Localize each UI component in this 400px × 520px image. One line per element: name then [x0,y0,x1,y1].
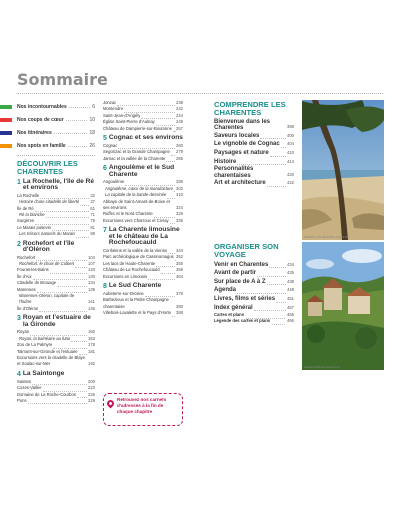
dot-leader [30,335,87,336]
dot-leader [154,217,175,218]
toc-entry[interactable] [103,310,183,316]
entry-label: Surgères [17,218,34,224]
entry-label: Pons [17,398,27,403]
entry-label: Le Marais poitevin [17,224,51,230]
toc-entry[interactable] [103,274,183,280]
dot-leader [170,223,175,224]
toc-entry[interactable] [17,398,95,404]
page-number: 336 [176,217,183,223]
photo-pine-forest-beach [302,100,384,240]
entry-label: Château de La Rochefoucauld [103,267,160,273]
tab-color-marker [0,144,12,148]
page-number: 130 [88,273,95,279]
toc-entry[interactable] [214,149,294,158]
dot-leader [237,164,286,165]
entry-label: Montendre [103,106,124,112]
highlight-tabs [17,100,95,152]
section-title: La Saintonge [22,369,65,377]
page-number: 181 [88,348,95,354]
section-title: La Rochelle, l'île de Ré et environs [22,177,95,192]
beach-pine-illustration [302,100,384,240]
page-number: 120 [88,267,95,273]
dot-leader [267,284,286,285]
dot-leader [37,292,87,293]
page-number: 448 [287,287,294,293]
entry-label: Sur place de A à Z [214,278,266,285]
section-number: 5 [103,134,107,142]
page-number: 451 [287,295,294,301]
toc-entry[interactable] [214,269,294,278]
entry-label: Saint-Jean-d'Angély [103,112,141,118]
dot-leader [69,107,90,108]
page-number: 388 [176,310,183,316]
entry-label: Île d'Oléron [17,305,39,311]
entry-label: Saintes [17,378,31,384]
dot-leader [124,112,175,113]
toc-entry[interactable] [214,140,294,149]
toc-entry[interactable] [214,158,294,167]
column-divider [17,155,95,156]
entry-label: Excursions en Limousin [103,273,148,279]
entry-label: Royan [17,329,30,335]
page-number: 226 [88,391,95,397]
entry-label: Fouras-les-Bains [17,267,49,273]
highlight-tab[interactable] [17,139,95,152]
tab-color-marker [0,118,12,122]
page-number: 163 [88,335,95,341]
map-pin-icon [106,399,116,409]
dot-leader [167,198,175,199]
page-number: 398 [287,124,294,130]
dot-leader [281,147,286,148]
entry-label: Art et architecture [214,180,266,187]
section-heading[interactable] [17,241,95,254]
page-number: 257 [176,125,183,131]
entry-label: Rochefort, le choix de Colbert [19,261,75,267]
toc-column-understand [214,100,294,188]
dot-leader [141,118,175,119]
photo-credit: ADEMOS / DE MEURONS, Angela Mo [304,236,349,239]
page-number: 355 [176,260,183,266]
tab-color-marker [0,105,12,109]
toc-column-regions [103,100,183,317]
entry-label: Segonzac et la Grande Champagne [103,149,170,155]
section-title: Le Sud Charente [108,281,162,289]
toc-entry[interactable] [214,119,294,132]
page-number: 380 [176,303,183,309]
dot-leader [50,273,87,274]
entry-label: Talmont-sur-Gironde et l'estuaire [17,348,78,354]
section-number: 8 [103,282,107,290]
section-heading[interactable] [17,315,95,328]
dot-leader [257,276,286,277]
section-heading[interactable] [103,283,183,290]
dot-leader [53,348,87,349]
dot-leader [75,267,87,268]
chapter-heading-understand: COMPRENDRE LES CHARENTES [214,100,286,117]
toc-column-discover [17,100,95,404]
page-number: 310 [176,192,183,198]
page-number: 244 [176,112,183,118]
dot-leader [156,125,175,126]
page-number: 400 [287,132,294,138]
dot-leader [80,205,89,206]
toc-sections [103,135,183,317]
dot-leader [171,155,175,156]
page-number: 420 [287,171,294,177]
dot-leader [269,267,286,268]
toc-entry[interactable] [214,286,294,295]
toc-entry[interactable] [17,293,95,306]
page-number: 104 [88,254,95,260]
dot-leader [168,253,175,254]
section-number: 4 [17,370,21,378]
section-title: La Charente limousine et le château de La Rochefoucauld [108,226,180,247]
page-number: 434 [287,261,294,267]
section-title: Cognac et ses environs [108,133,183,141]
entry-label: Cartes et plans [214,312,245,318]
tab-label: Nos coups de cœur [17,116,64,123]
entry-label: Bienvenue dans les Charentes [214,118,271,132]
toc-entry[interactable] [214,132,294,141]
tab-label: Nos itinéraires [17,129,52,136]
page-number: 26 [89,142,95,149]
entry-label: Angoulême [103,179,125,185]
village-illustration [302,242,384,370]
dot-leader [166,161,175,162]
toc-entries [214,119,294,188]
entry-label: Venir en Charentes [214,261,269,268]
entry-label: Château de Dampierre-sur-Boutonne [103,125,172,131]
page-number: 238 [176,99,183,105]
page-number: 404 [287,141,294,147]
dot-leader [254,310,286,311]
page-number: 139 [88,286,95,292]
page-number: 81 [90,224,95,230]
page-number: 410 [287,149,294,155]
section-number: 7 [103,227,107,235]
page-number: 329 [176,211,183,217]
entry-label: Citadelle de Brouage [17,280,57,286]
page-number: 79 [90,218,95,224]
photo-credit: aerialdrone/Photo Keegan.Tha [304,366,340,369]
highlight-tab[interactable] [17,113,95,126]
page-number: 358 [176,267,183,273]
dot-leader [117,105,175,106]
dot-leader [35,224,89,225]
toc-entries-continued [103,100,183,132]
dot-leader [39,311,87,312]
section-heading[interactable] [103,135,183,142]
dot-leader [125,185,175,186]
toc-entry[interactable] [214,295,294,304]
entry-label: Saveurs locales [214,132,260,139]
entry-label: Excursions vers Charroux et Civray [103,217,169,223]
toc-entry[interactable] [214,166,294,179]
entry-label: Agenda [214,287,237,294]
toc-entry[interactable] [103,199,183,212]
toc-entry[interactable] [214,304,294,313]
entry-label: Domaine de La Roche-Courbon [17,391,77,397]
dot-leader [173,131,175,132]
page-title: Sommaire [17,70,108,89]
entry-label: Confolens et la vallée de la Vienne [103,247,168,253]
entry-label: Zoo de La Palmyre [17,342,53,348]
page-number: 466 [287,318,294,324]
entry-label: Cozes-Vallée [17,385,42,391]
tab-label: Nos spots en famille [17,142,66,149]
toc-sections [17,179,95,405]
page-number: 422 [287,180,294,186]
entry-label: Barbezieux et la Petite Champagne charentaise [103,297,169,309]
chapter-heading-organise: ORGANISER SON VOYAGE [214,242,279,259]
dot-leader [57,286,87,287]
tab-color-marker [0,131,12,135]
dot-leader [267,186,286,187]
dot-leader [52,230,89,231]
dot-leader [71,341,87,342]
entry-label: Index général [214,304,253,311]
entry-label: Ruffec et le Nord Charente [103,211,153,217]
dot-leader [35,211,90,212]
page-number: 146 [88,305,95,311]
toc-entries [214,261,294,313]
title-divider [17,93,383,94]
toc-entry[interactable] [103,126,183,132]
entry-label: Aubeterre-sur-Dronne [103,290,144,296]
entry-label: Île d'Aix [17,273,32,279]
dot-leader [76,237,89,238]
page-number: 249 [176,119,183,125]
page-number: 223 [88,385,95,391]
entry-label: Jonzac [103,99,117,105]
section-heading[interactable] [17,179,95,192]
callout-text: Retrouvez nos carnets d'adresses à la fin de chaque chapitre [117,397,167,414]
toc-entry[interactable] [17,392,95,398]
entry-label: Les trésors naturels du Marais [19,231,76,237]
entry-label: Livres, films et séries [214,295,276,302]
toc-entry[interactable] [17,355,95,368]
toc-entry[interactable] [17,306,95,312]
entry-label: Jarnac et la vallée de la Charente [103,155,166,161]
toc-column-organise [214,242,294,324]
section-title: Royan et l'estuaire de la Gironde [22,314,91,328]
page-number: 229 [88,398,95,403]
dot-leader [33,279,87,280]
entry-label: Angoulême, cœur de la manufacture [105,185,173,191]
page-number: 141 [88,299,95,305]
page-number: 414 [287,158,294,164]
dot-leader [32,384,87,385]
page-number: 107 [88,261,95,267]
page-number: 295 [176,179,183,185]
dot-leader [246,318,285,319]
toc-small-entries [214,312,294,324]
entry-label: Excursions vers la citadelle de Blaye et Soulac-sur-Mer [17,355,85,367]
dot-leader [77,397,87,398]
page-number: 435 [287,270,294,276]
page-number: 32 [90,192,95,198]
page-number: 178 [88,342,95,348]
section-title: Rochefort et l'île d'Oléron [22,239,75,254]
page-number: 6 [92,103,95,110]
page-number: 285 [176,155,183,161]
section-number: 6 [103,165,107,173]
page-number: 37 [90,199,95,205]
dot-leader [272,324,285,325]
page-number: 10 [89,116,95,123]
entry-label: Histoire [214,158,237,165]
dot-leader [36,260,87,261]
page-number: 352 [176,254,183,260]
entry-label: Cognac [103,142,118,148]
section-number: 2 [17,240,21,248]
section-number: 3 [17,315,21,323]
dot-leader [54,133,88,134]
dot-leader [237,293,286,294]
entry-label: Avant de partir [214,270,257,277]
dot-leader [276,302,286,303]
toc-entry[interactable] [214,179,294,188]
toc-entry[interactable] [214,278,294,287]
dot-leader [43,391,87,392]
entry-label: Paysages et nature [214,149,269,156]
dot-leader [145,296,175,297]
entry-label: Ré la blanche [19,211,45,217]
entry-label: Villebois-Lavalette et le Pays d'Horte [103,310,171,316]
page-number: 378 [176,290,183,296]
dot-leader [260,138,286,139]
dot-leader [270,156,286,157]
dot-leader [174,191,175,192]
section-heading[interactable] [103,227,183,247]
page-number: 302 [176,185,183,191]
page-number: 344 [176,247,183,253]
entry-label: La capitale de la bande dessinée [105,192,167,198]
entry-label: Marennes [17,286,36,292]
highlight-tab[interactable] [17,126,95,139]
page-number: 279 [176,149,183,155]
toc-entry[interactable] [103,156,183,162]
dot-leader [148,279,175,280]
entry-label: Légende des cartes et plans [214,318,271,324]
entry-label: Histoire d'une citadelle de liberté [19,199,80,205]
entry-label: Rochefort [17,254,36,260]
tab-label: Nos incontournables [17,103,67,110]
page-number: 364 [176,273,183,279]
page-number: 260 [176,142,183,148]
section-heading[interactable] [17,371,95,378]
section-title: Angoulême et le Sud Charente [108,164,175,178]
page-number: 465 [287,312,294,318]
entry-label: Le vignoble de Cognac [214,141,280,148]
photo-village-view [302,242,384,370]
page-number: 242 [176,106,183,112]
chapter-heading-discover: DÉCOUVRIR LES CHARENTES [17,159,78,176]
dot-leader [118,148,175,149]
page-number: 160 [88,329,95,335]
dot-leader [172,316,175,317]
dot-leader [161,273,175,274]
entry-label: Île de Ré [17,205,34,211]
section-heading[interactable] [103,165,183,178]
page-number: 200 [88,378,95,384]
section-number: 1 [17,178,21,186]
entry-label: La Rochelle [17,192,40,198]
dot-leader [68,146,88,147]
dot-leader [66,120,88,121]
toc-entry[interactable] [103,218,183,224]
page-number: 438 [287,278,294,284]
dot-leader [156,266,175,267]
dot-leader [28,403,87,404]
toc-entry[interactable] [17,231,95,237]
page-number: 71 [90,211,95,217]
page-number: 192 [88,361,95,367]
toc-entry[interactable] [103,297,183,310]
entry-label: Marennes-Oléron, capitale de l'huître [19,293,75,305]
highlight-tab[interactable] [17,100,95,113]
dot-leader [40,198,89,199]
page-number: 61 [90,205,95,211]
page-number: 88 [90,231,95,237]
address-callout [103,393,183,426]
entry-label: Royan, la balnéaire au futur [19,335,71,341]
entry-label: Personnalités charentaises [214,166,254,179]
entry-label: Parc archéologique de Cassinomagus [103,254,174,260]
entry-label: Les lacs de Haute-Charente [103,260,156,266]
page-number: 324 [176,204,183,210]
page-number: 134 [88,280,95,286]
toc-entry[interactable] [214,261,294,270]
page-number: 18 [89,129,95,136]
entry-label: Église Saint-Pierre d'Aulnay [103,119,155,125]
page-number: 457 [287,304,294,310]
dot-leader [79,354,87,355]
entry-label: Abbaye de Saint-Amant-de-Boixe et ses environs [103,198,170,210]
dot-leader [46,217,90,218]
